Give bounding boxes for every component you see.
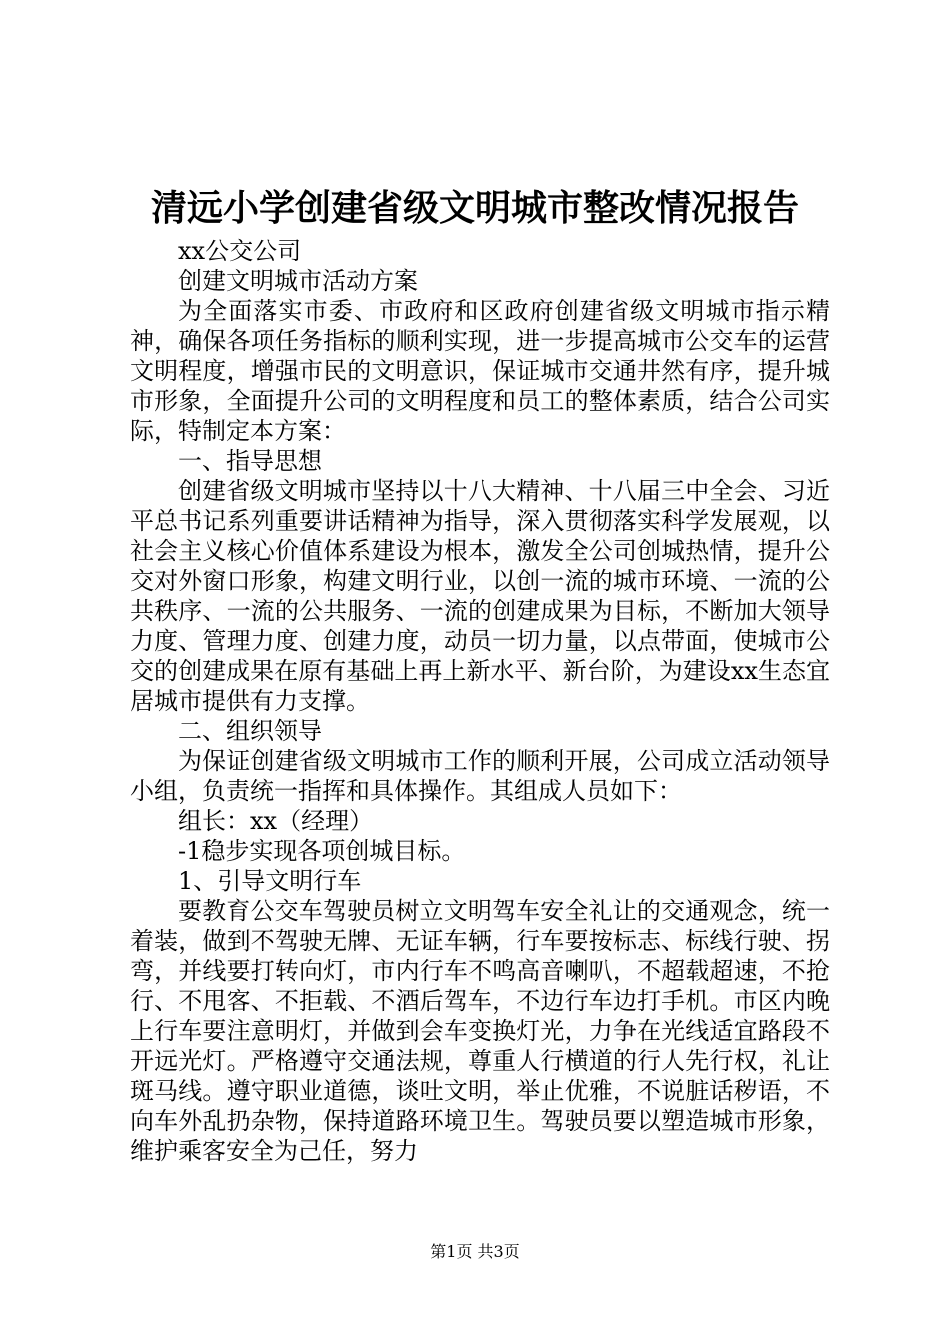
section-heading: 一、指导思想: [178, 447, 322, 475]
paragraph: 组长：xx（经理）: [178, 807, 374, 835]
paragraph: 创建省级文明城市坚持以十八大精神、十八届三中全会、习近平总书记系列重要讲话精神为指导，深入贯彻落实科学发展观，以社会主义核心价值体系建设为根本，激发全公司创城热情，提升公交对外窗口形象，构建文明行业，以创一流的城市环境、一流的公共秩序、一流的公共服务、一流的创建成果为目标，不断加大领导力度、管理力度、创建力度，动员一切力量，以点带面，使城市公交的创建成果在原有基础上再上新水平、新台阶，为建设xx生态宜居城市提供有力支撑。: [130, 477, 830, 715]
document-title: 清远小学创建省级文明城市整改情况报告: [150, 187, 799, 229]
paragraph: 为保证创建省级文明城市工作的顺利开展，公司成立活动领导小组，负责统一指挥和具体操作。其组成人员如下：: [130, 747, 830, 805]
section-heading: 1、引导文明行车: [178, 867, 362, 895]
paragraph: 创建文明城市活动方案: [178, 267, 418, 295]
paragraph: 为全面落实市委、市政府和区政府创建省级文明城市指示精神，确保各项任务指标的顺利实现，进一步提高城市公交车的运营文明程度，增强市民的文明意识，保证城市交通井然有序，提升城市形象，全面提升公司的文明程度和员工的整体素质，结合公司实际，特制定本方案：: [130, 297, 830, 445]
paragraph: 要教育公交车驾驶员树立文明驾车安全礼让的交通观念，统一着装，做到不驾驶无牌、无证车辆，行车要按标志、标线行驶、拐弯，并线要打转向灯，市内行车不鸣高音喇叭，不超载超速，不抢行、不甩客、不拒载、不酒后驾车，不边行车边打手机。市区内晚上行车要注意明灯，并做到会车变换灯光，力争在光线适宜路段不开远光灯。严格遵守交通法规，尊重人行横道的行人先行权，礼让斑马线。遵守职业道德，谈吐文明，举止优雅，不说脏话秽语，不向车外乱扔杂物，保持道路环境卫生。驾驶员要以塑造城市形象，维护乘客安全为己任，努力: [130, 897, 830, 1165]
page-footer: 第1页 共3页: [430, 1242, 520, 1261]
paragraph: xx公交公司: [178, 237, 302, 265]
document-body: [130, 236, 830, 1166]
section-heading: 二、组织领导: [178, 717, 322, 745]
paragraph: -1稳步实现各项创城目标。: [178, 837, 466, 865]
